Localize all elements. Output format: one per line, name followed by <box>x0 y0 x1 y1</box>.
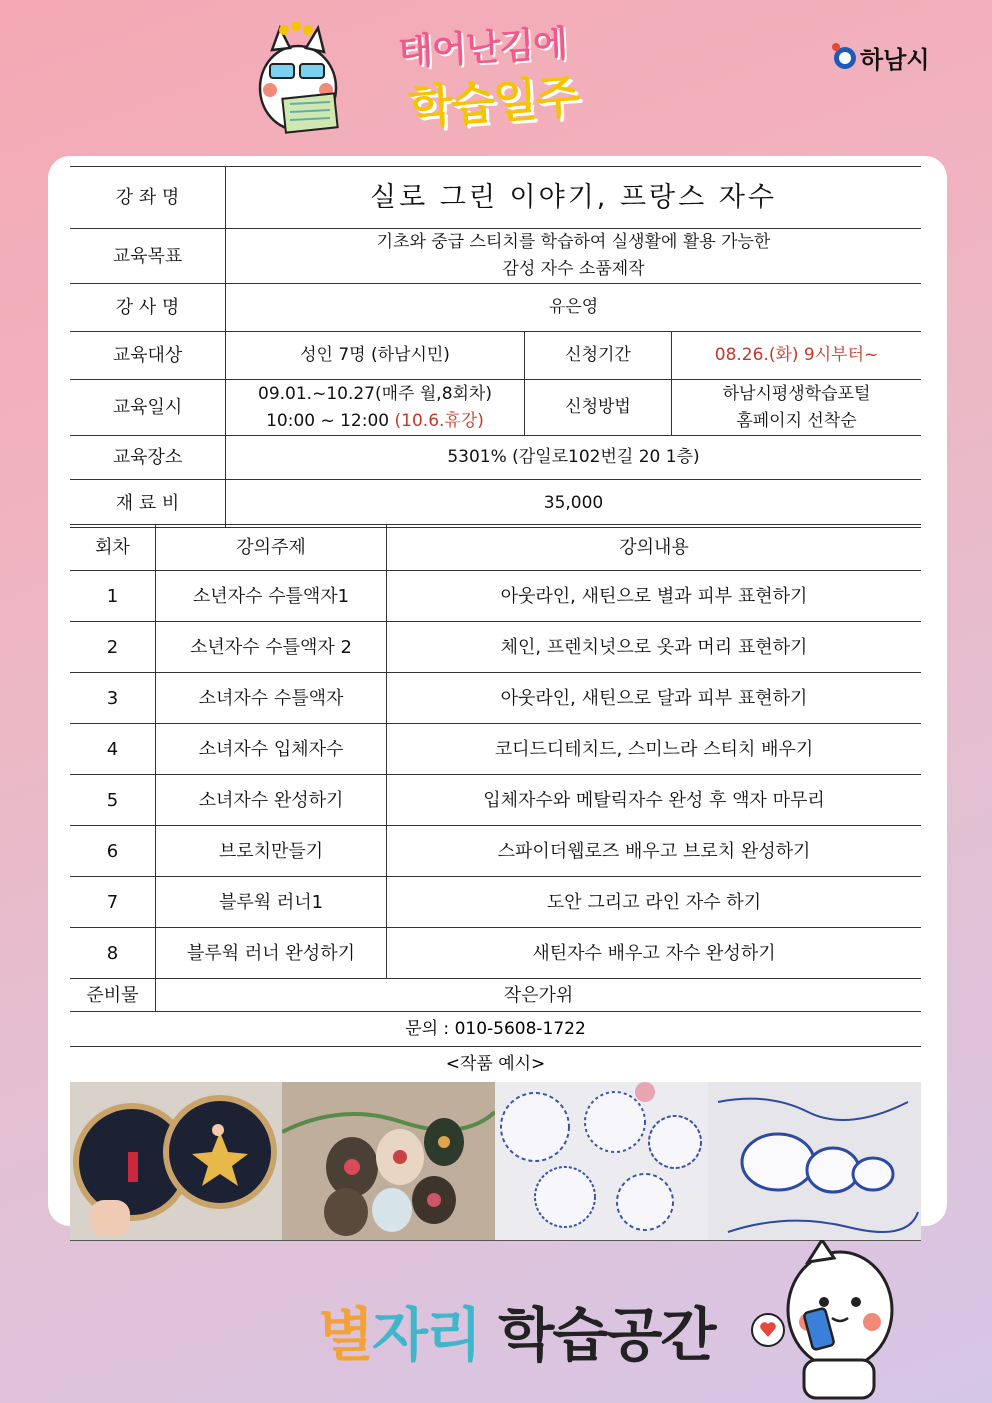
title-line2: 학습일주 <box>406 69 580 135</box>
session-topic: 브로치만들기 <box>156 826 387 877</box>
mascot-reading-icon <box>250 18 350 136</box>
fee-label: 재 료 비 <box>70 480 226 528</box>
table-row <box>70 826 921 877</box>
goal-line2: 감성 자수 소품제작 <box>502 259 645 279</box>
apply-method-label: 신청방법 <box>525 380 672 436</box>
logo-text: 하남시 <box>860 46 930 74</box>
session-content: 스파이더웹로즈 배우고 브로치 완성하기 <box>387 826 922 877</box>
session-topic: 소녀자수 완성하기 <box>156 775 387 826</box>
session-no: 6 <box>70 826 156 877</box>
apply-method-line1: 하남시평생학습포털 <box>722 383 871 404</box>
goal-line1: 기초와 중급 스티치를 학습하여 실생활에 활용 가능한 <box>376 232 771 252</box>
session-topic: 소녀자수 수틀액자 <box>156 673 387 724</box>
prep-label: 준비물 <box>70 979 156 1012</box>
photo-blue-plates <box>708 1082 921 1240</box>
session-content: 새틴자수 배우고 자수 완성하기 <box>387 928 922 979</box>
hanam-logo-icon <box>834 47 856 69</box>
footer-title <box>318 1288 714 1372</box>
place-label: 교육장소 <box>70 436 226 480</box>
session-topic: 소년자수 수틀액자 2 <box>156 622 387 673</box>
apply-method-value <box>672 380 922 436</box>
target-label: 교육대상 <box>70 332 226 380</box>
goal-value <box>226 229 922 284</box>
page-footer <box>0 1240 992 1403</box>
schedule-line1: 09.01.~10.27(매주 월,8회차) <box>258 383 492 404</box>
session-no: 1 <box>70 571 156 622</box>
apply-period-value: 08.26.(화) 9시부터~ <box>672 332 922 380</box>
table-row <box>70 622 921 673</box>
apply-method-line2: 홈페이지 선착순 <box>736 410 857 431</box>
session-topic: 소녀자수 입체자수 <box>156 724 387 775</box>
session-topic: 소년자수 수틀액자1 <box>156 571 387 622</box>
session-content: 코디드디테치드, 스미느라 스티치 배우기 <box>387 724 922 775</box>
session-no: 8 <box>70 928 156 979</box>
schedule-holiday-note: (10.6.휴강) <box>394 410 484 431</box>
photo-brooches <box>282 1082 495 1240</box>
example-photos <box>70 1082 921 1241</box>
place-value: 5301% (감일로102번길 20 1층) <box>226 436 922 480</box>
session-content: 아웃라인, 새틴으로 달과 피부 표현하기 <box>387 673 922 724</box>
page-header <box>0 0 992 150</box>
mascot-phone-icon <box>748 1240 928 1400</box>
course-title: 실로 그린 이야기, 프랑스 자수 <box>226 167 922 229</box>
table-row <box>70 724 921 775</box>
table-row <box>70 928 921 979</box>
photo-embroidery-hoops <box>70 1082 282 1240</box>
hanam-logo <box>834 40 930 75</box>
contact-info: 문의 : 010-5608-1722 <box>70 1012 921 1047</box>
col-header-topic: 강의주제 <box>156 525 387 571</box>
instructor-label: 강 사 명 <box>70 284 226 332</box>
examples-label: <작품 예시> <box>445 1054 546 1074</box>
footer-part3: 학습공간 <box>480 1301 715 1369</box>
schedule-label: 교육일시 <box>70 380 226 436</box>
goal-label: 교육목표 <box>70 229 226 284</box>
prep-value: 작은가위 <box>156 979 922 1012</box>
session-no: 2 <box>70 622 156 673</box>
target-value: 성인 7명 (하남시민) <box>226 332 525 380</box>
session-content: 도안 그리고 라인 자수 하기 <box>387 877 922 928</box>
session-no: 4 <box>70 724 156 775</box>
title-line1: 태어난김에 <box>397 23 569 74</box>
fee-value: 35,000 <box>226 480 922 528</box>
title-art <box>397 20 608 135</box>
photo-blue-porcelain <box>495 1082 708 1240</box>
course-label: 강 좌 명 <box>70 167 226 229</box>
table-row <box>70 673 921 724</box>
table-row <box>70 775 921 826</box>
session-no: 5 <box>70 775 156 826</box>
session-topic: 블루웍 러너 완성하기 <box>156 928 387 979</box>
session-content: 입체자수와 메탈릭자수 완성 후 액자 마무리 <box>387 775 922 826</box>
instructor-value: 유은영 <box>226 284 922 332</box>
schedule-value <box>226 380 525 436</box>
course-info-table <box>70 166 921 528</box>
session-content: 아웃라인, 새틴으로 별과 피부 표현하기 <box>387 571 922 622</box>
session-no: 3 <box>70 673 156 724</box>
apply-period-label: 신청기간 <box>525 332 672 380</box>
session-no: 7 <box>70 877 156 928</box>
col-header-no: 회차 <box>70 525 156 571</box>
footer-part1: 별 <box>318 1301 373 1369</box>
schedule-table <box>70 524 921 1012</box>
footer-part2: 자리 <box>372 1301 481 1369</box>
schedule-line2 <box>230 408 520 435</box>
col-header-content: 강의내용 <box>387 525 922 571</box>
schedule-time: 10:00 ~ 12:00 <box>266 410 395 431</box>
session-topic: 블루웍 러너1 <box>156 877 387 928</box>
table-row <box>70 877 921 928</box>
table-row <box>70 571 921 622</box>
session-content: 체인, 프렌치넛으로 옷과 머리 표현하기 <box>387 622 922 673</box>
